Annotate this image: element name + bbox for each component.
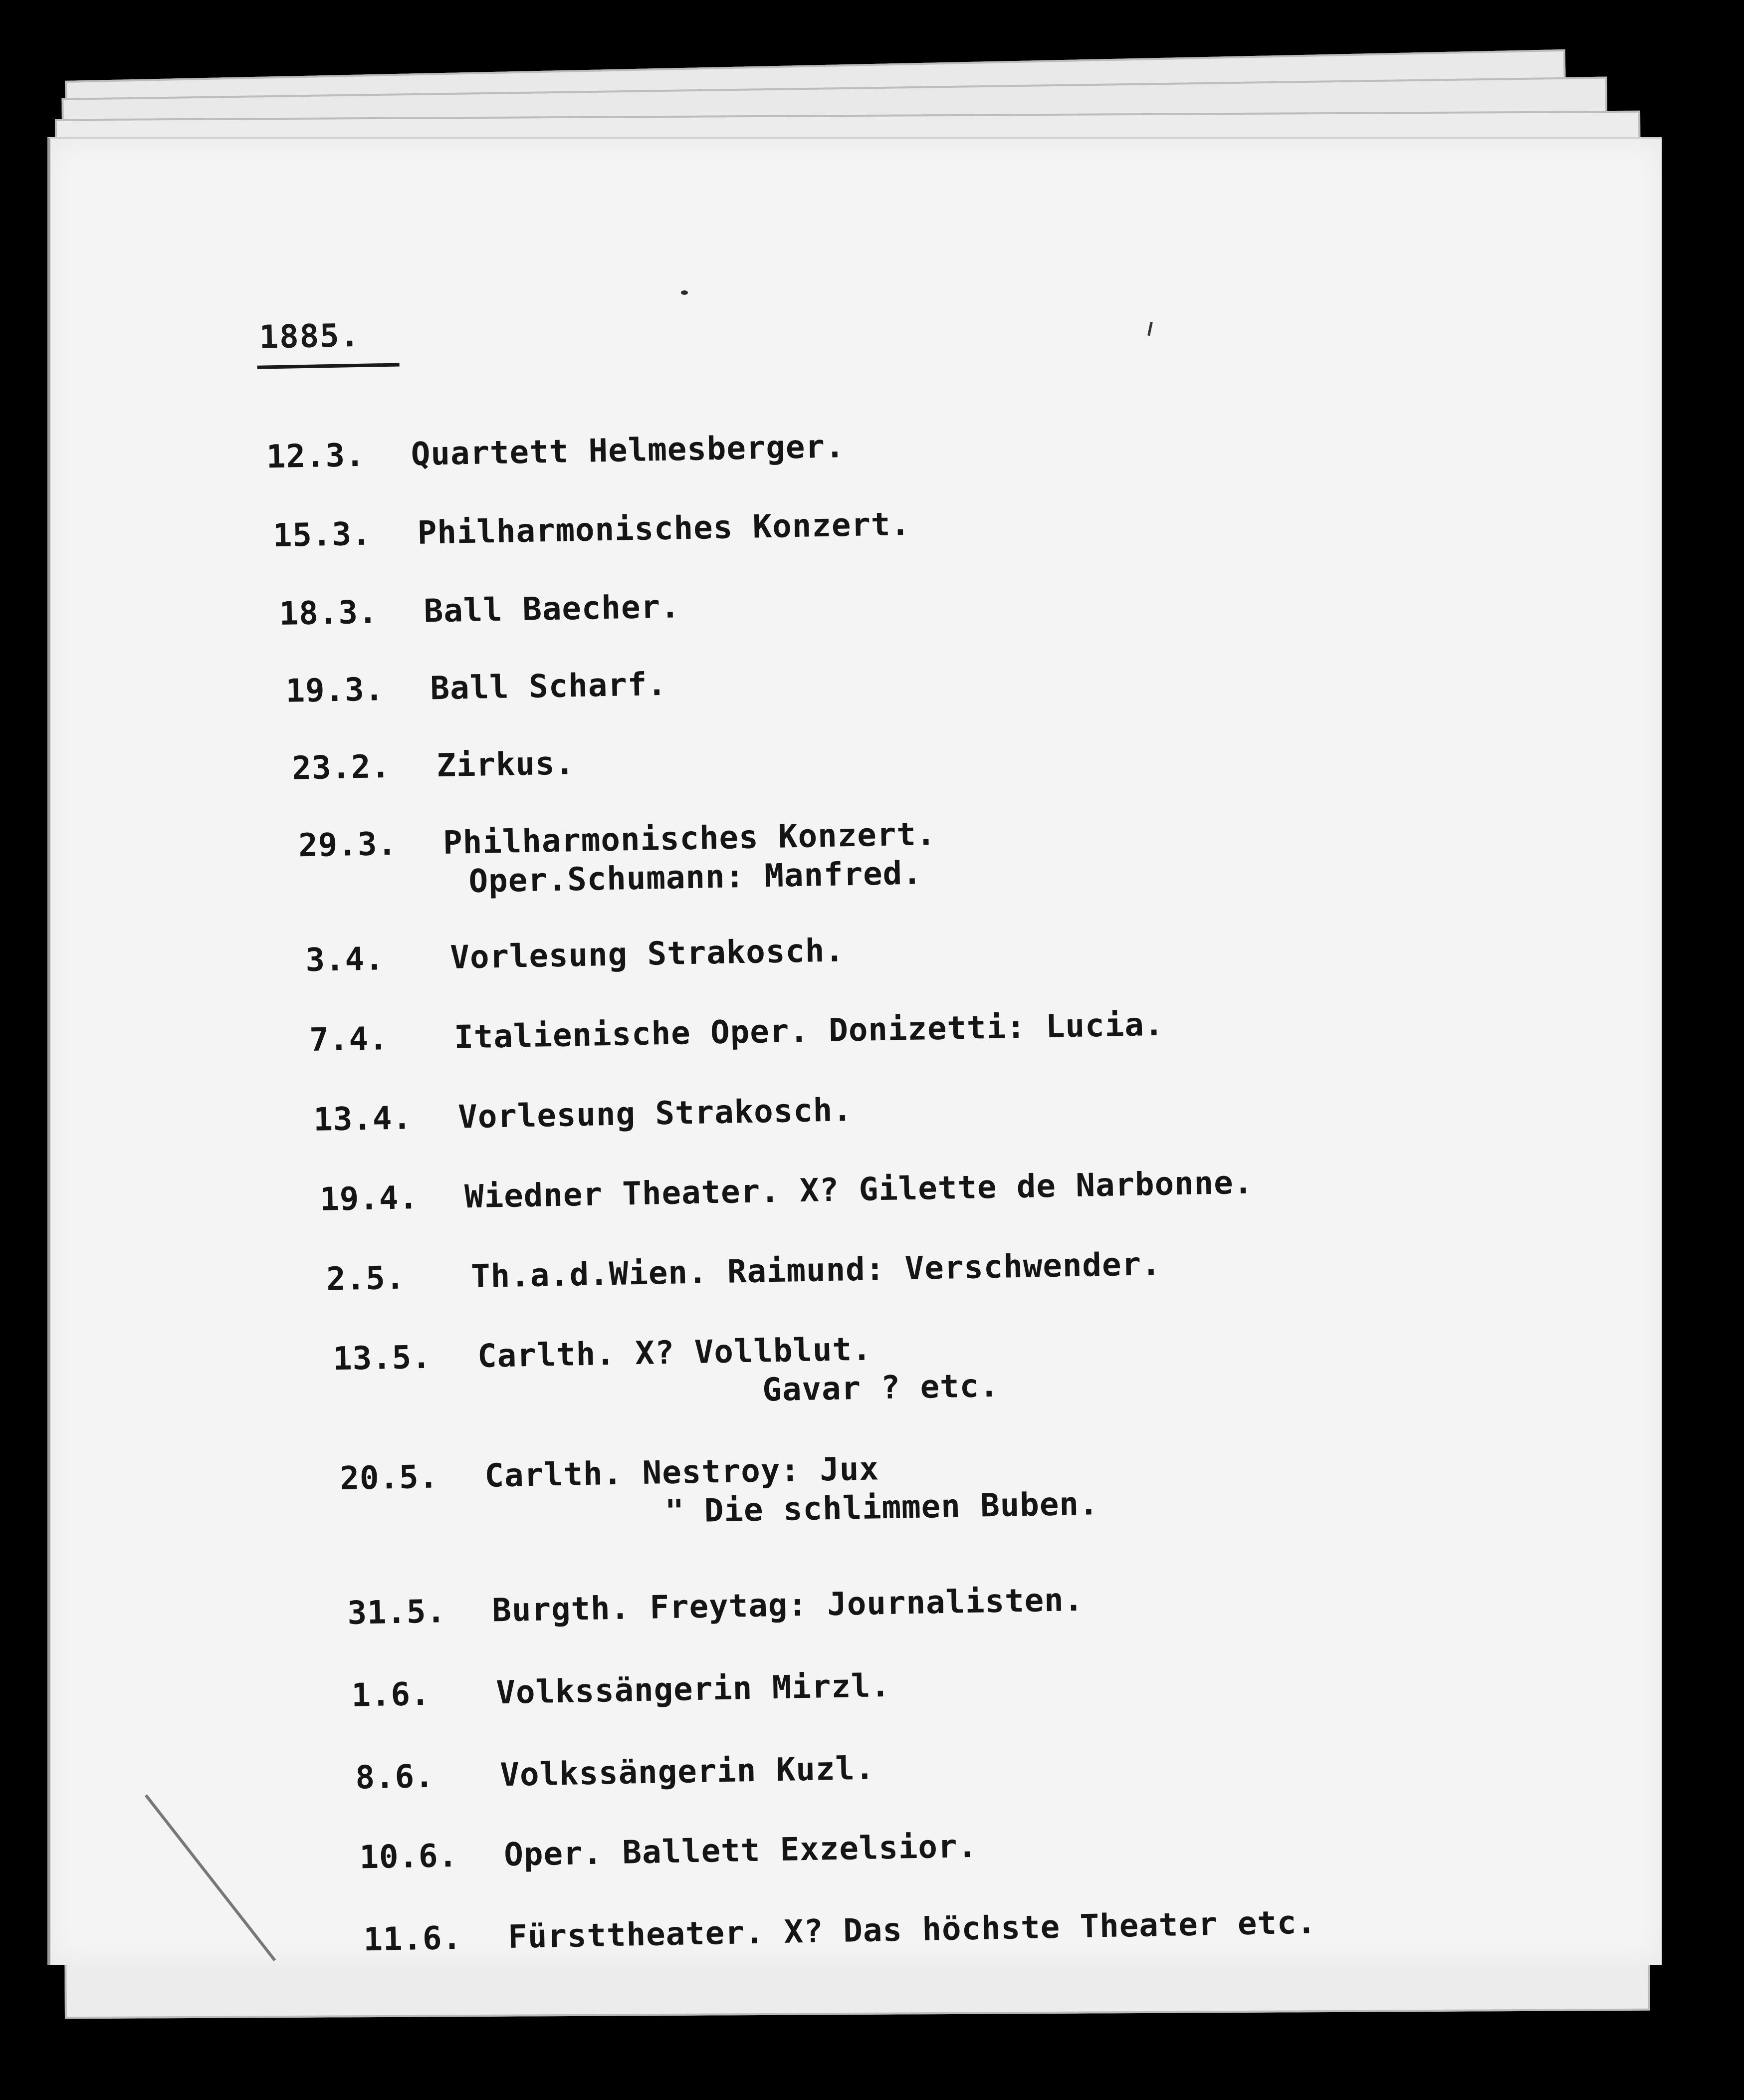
- entry-text-line2: " Die schlimmen Buben.: [664, 1485, 1099, 1531]
- entry-date: 20.5.: [339, 1458, 439, 1498]
- entry-text-line2: Oper.Schumann: Manfred.: [468, 855, 923, 901]
- list-item: [347, 1581, 1084, 1640]
- entry-date: 12.3.: [266, 437, 366, 476]
- entry-date: 23.2.: [291, 748, 391, 787]
- entry-text: Vorlesung Strakosch.: [457, 1092, 853, 1136]
- entry-text: Burgth. Freytag: Journalisten.: [491, 1581, 1084, 1630]
- list-item: [279, 588, 681, 641]
- entry-date: 19.3.: [285, 671, 385, 710]
- list-item: [319, 1164, 1254, 1226]
- entry-text: Ball Baecher.: [424, 588, 681, 630]
- entry-date: 13.4.: [313, 1100, 413, 1139]
- entry-text: Zirkus.: [436, 745, 575, 785]
- entry-date: 15.3.: [272, 515, 372, 555]
- entry-date: 13.5.: [332, 1339, 432, 1378]
- entry-date: 11.6.: [363, 1919, 462, 1959]
- entry-text: Carlth. X? Vollblut.: [477, 1331, 872, 1375]
- entry-date: 18.3.: [279, 594, 379, 633]
- list-item: [266, 428, 846, 483]
- list-item: [298, 815, 937, 912]
- entry-date: 7.4.: [309, 1020, 389, 1059]
- list-item: [339, 1450, 1099, 1545]
- entry-date: 19.4.: [319, 1179, 419, 1218]
- entry-text: Ball Scharf.: [430, 666, 667, 707]
- entry-date: 10.6.: [359, 1837, 458, 1876]
- list-item: [332, 1331, 1000, 1425]
- year-underline: [257, 363, 400, 369]
- entry-date: 1.6.: [351, 1675, 431, 1714]
- list-item: [363, 1904, 1317, 1966]
- page-year-heading: 1885.: [258, 317, 361, 356]
- entry-text-line2: Gavar ? etc.: [762, 1367, 1000, 1409]
- entry-text: Vorlesung Strakosch.: [449, 932, 845, 976]
- entry-text: Volkssängerin Mirzl.: [495, 1667, 891, 1712]
- entry-date: 29.3.: [298, 825, 398, 865]
- entry-text: Fürsttheater. X? Das höchste Theater etc.: [507, 1904, 1317, 1956]
- entry-date: 31.5.: [347, 1593, 446, 1632]
- list-item: [359, 1828, 978, 1884]
- entry-text: Carlth. Nestroy: Jux: [484, 1450, 879, 1495]
- entry-text: Italienische Oper. Donizetti: Lucia.: [453, 1006, 1164, 1056]
- list-item: [305, 932, 845, 987]
- list-item: [313, 1092, 853, 1147]
- entry-date: 8.6.: [355, 1758, 435, 1797]
- entry-date: 2.5.: [326, 1259, 406, 1298]
- list-item: [351, 1667, 891, 1722]
- entry-text: Oper. Ballett Exzelsior.: [503, 1828, 978, 1874]
- entry-text: Volkssängerin Kuzl.: [499, 1750, 875, 1794]
- entry-text: Philharmonisches Konzert.: [442, 815, 937, 862]
- list-item: [326, 1245, 1162, 1306]
- list-item: [272, 505, 911, 562]
- entry-text: Philharmonisches Konzert.: [417, 505, 911, 552]
- list-item: [309, 1006, 1164, 1067]
- list-item: [355, 1750, 875, 1805]
- list-item: [285, 666, 667, 718]
- entry-text: Th.a.d.Wien. Raimund: Verschwender.: [470, 1245, 1162, 1296]
- entry-text: Wiedner Theater. X? Gilette de Narbonne.: [464, 1164, 1254, 1216]
- entry-date: 3.4.: [305, 940, 385, 979]
- entry-text: Quartett Helmesberger.: [411, 428, 846, 473]
- list-item: [291, 745, 575, 795]
